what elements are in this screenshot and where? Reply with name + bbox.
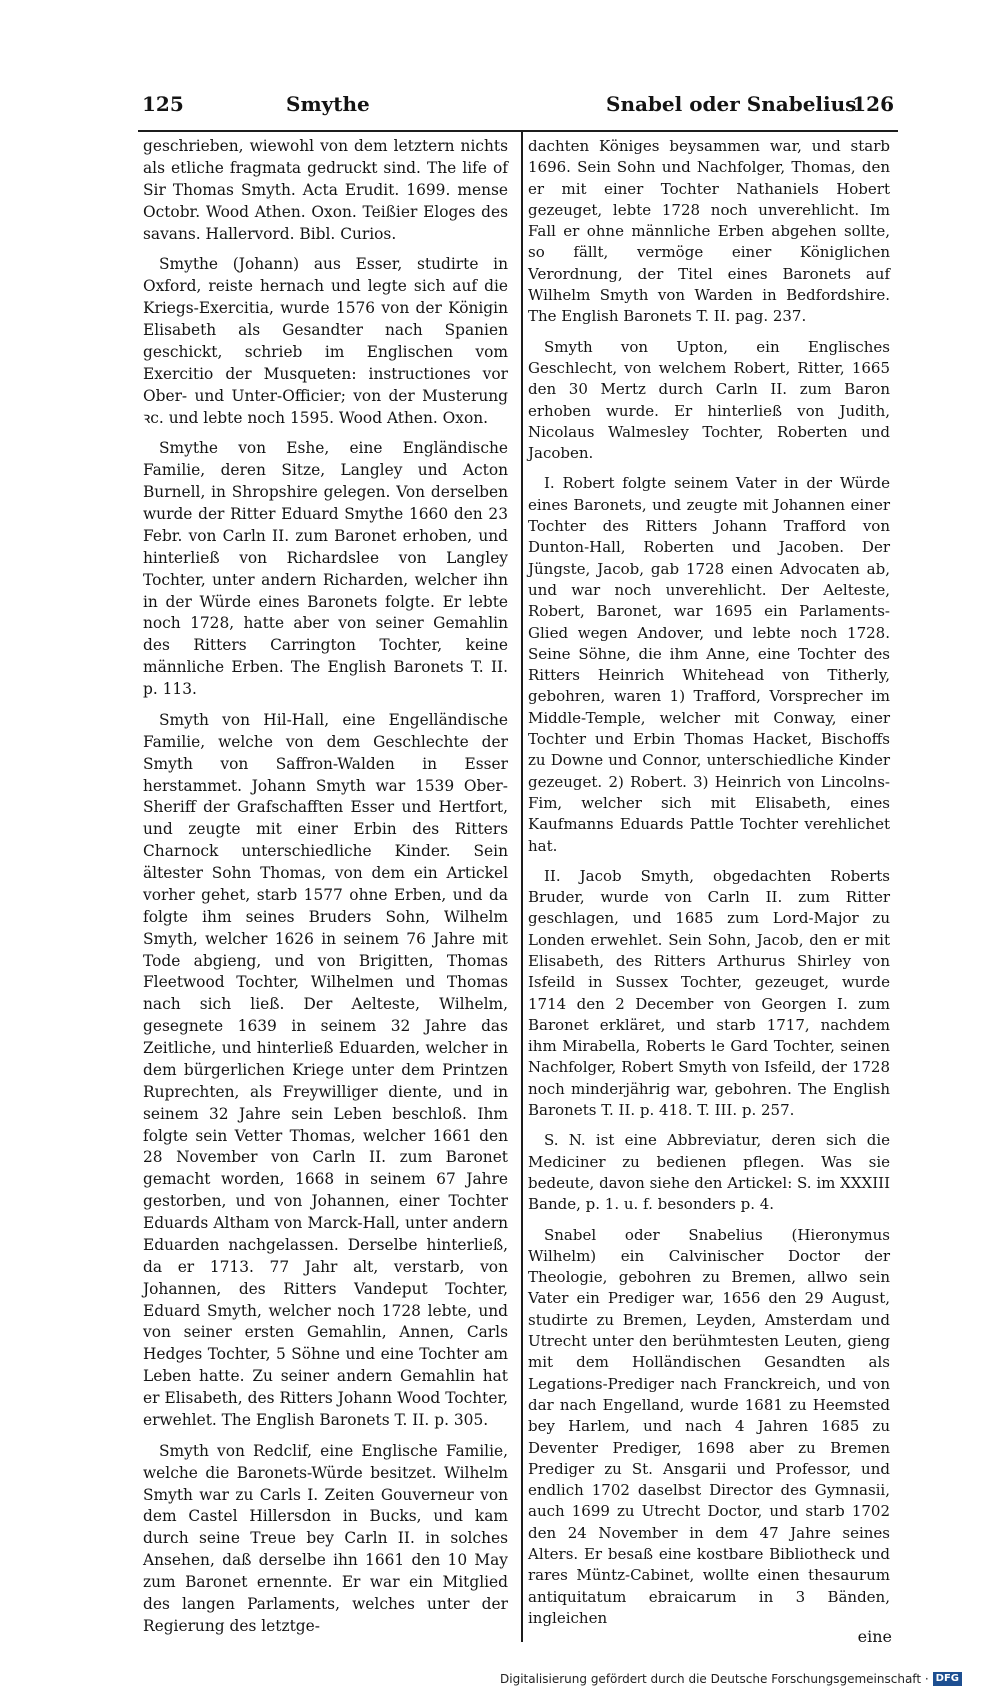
entry-smyth-von-upton: Smyth von Upton, ein Englisches Geschlecht, von welchem Robert, Ritter, 1665 den 30 Mertz durch Carln II. zum Baron erhoben wurde. Er hinterließ von Judith, Nicolaus Walmesley Tochter, Roberten und Jacoben. xyxy=(528,337,890,463)
entry-s-n: S. N. ist eine Abbreviatur, deren sich die Mediciner zu bedienen pflegen. Was sie bedeute, davon siehe den Artickel: S. im XXXIII Bande, p. 1. u. f. besonders p. 4. xyxy=(528,1131,890,1214)
running-head-right: Snabel oder Snabelius xyxy=(606,92,857,116)
entry-jacob-smyth-ii: II. Jacob Smyth, obgedachten Roberts Bruder, wurde von Carln II. zum Ritter geschlagen, und 1685 zum Lord-Major zu Londen erwehlet. Sein Sohn, Jacob, den er mit Elisabeth, des Ritters Arthurus Shirley von Isfeild in Sussex Tochter, gezeuget, wurde 1714 den 2 December von Georgen I. zum Baronet erkläret, und starb 1717, nachdem ihm Mirabella, Roberts le Gard Tochter, seinen Nachfolger, Robert Smyth von Isfeild, der 1728 noch minderjährig war, gebohren. The English Baronets T. II. p. 418. T. III. p. 257. xyxy=(528,866,890,1120)
header-rule xyxy=(138,130,898,132)
digitization-footer xyxy=(500,1672,962,1686)
entry-smythe-von-eshe: Smythe von Eshe, eine Engländische Familie, deren Sitze, Langley und Acton Burnell, in Shropshire gelegen. Von derselben wurde der Ritter Eduard Smythe 1660 den 23 Febr. von Carln II. zum Baronet erhoben, und hinterließ von Richardslee von Langley Tochter, unter andern Richarden, welcher ihn in der Würde eines Baronets folgte. Er lebte noch 1728, hatte aber von seiner Gemahlin des Ritters Carrington Tochter, keine männliche Erben. The English Baronets T. II. p. 113. xyxy=(143,439,508,698)
page-number-left: 125 xyxy=(142,92,184,116)
running-head-left: Smythe xyxy=(286,92,370,116)
right-column xyxy=(528,136,890,1629)
entry-smyth-von-redclif: Smyth von Redclif, eine Englische Familie, welche die Baronets-Würde besitzet. Wilhelm Smyth war zu Carls I. Zeiten Gouverneur von dem Castel Hillersdon in Bucks, und kam durch seine Treue bey Carln II. in solches Ansehen, daß derselbe ihn 1661 den 10 May zum Baronet ernennte. Er war ein Mitglied des langen Parlaments, welches unter der Regierung des letztge- xyxy=(143,1441,508,1635)
footer-text: Digitalisierung gefördert durch die Deutsche Forschungsgemeinschaft · xyxy=(500,1672,929,1686)
entry-smyth-von-hil-hall: Smyth von Hil-Hall, eine Engelländische Familie, welche von dem Geschlechte der Smyth von Saffron-Walden in Esser herstammet. Johann Smyth war 1539 Ober-Sheriff der Grafschafften Esser und Hertfort, und zeugte mit einer Erbin des Ritters Charnock unterschiedliche Kinder. Sein ältester Sohn Thomas, von dem ein Artickel vorher gehet, starb 1577 ohne Erben, und da folgte ihm seines Bruders Sohn, Wilhelm Smyth, welcher 1626 in seinem 76 Jahre mit Tode abgieng, und von Brigitten, Thomas Fleetwood Tochter, Wilhelmen und Thomas nach sich ließ. Der Aelteste, Wilhelm, gesegnete 1639 in seinem 32 Jahre das Zeitliche, und hinterließ Eduarden, welcher in dem bürgerlichen Kriege unter dem Printzen Ruprechten, als Freywilliger diente, und in seinem 32 Jahre sein Leben beschloß. Ihm folgte sein Vetter Thomas, welcher 1661 den 28 November von Carln II. zum Baronet gemacht worden, 1668 in seinem 67 Jahre gestorben, und von Johannen, einer Tochter Eduards Altham von Marck-Hall, unter andern Eduarden nachgelassen. Derselbe hinterließ, da er 1713. 77 Jahr alt, verstarb, von Johannen, des Ritters Vandeput Tochter, Eduard Smyth, welcher noch 1728 lebte, und von seiner ersten Gemahlin, Annen, Carls Hedges Tochter, 5 Söhne und eine Tochter am Leben hatte. Zu seiner andern Gemahlin hat er Elisabeth, des Ritters Johann Wood Tochter, erwehlet. The English Baronets T. II. p. 305. xyxy=(143,710,508,1429)
dfg-logo: DFG xyxy=(933,1672,962,1686)
running-header xyxy=(138,92,898,128)
entry-robert-i: I. Robert folgte seinem Vater in der Würde eines Baronets, und zeugte mit Johannen einer Tochter des Ritters Johann Trafford von Dunton-Hall, Roberten und Jacoben. Der Jüngste, Jacob, gab 1728 einen Advocaten ab, und war noch unverehlicht. Der Aelteste, Robert, Baronet, war 1695 ein Parlaments-Glied wegen Andover, und lebte noch 1728. Seine Söhne, die ihm Anne, eine Tochter des Ritters Heinrich Whitehead von Titherly, gebohren, waren 1) Trafford, Vorsprecher im Middle-Temple, welcher mit Conway, einer Tochter und Erbin Thomas Hacket, Bischoffs zu Downe und Connor, unterschiedliche Kinder gezeuget. 2) Robert. 3) Heinrich von Lincolns-Fim, welcher sich mit Elisabeth, eines Kaufmanns Eduards Pattle Tochter verehlichet hat. xyxy=(528,474,890,855)
page-number-right: 126 xyxy=(852,92,894,116)
entry-smythe-johann: Smythe (Johann) aus Esser, studirte in Oxford, reiste hernach und legte sich auf die Kriegs-Exercitia, wurde 1576 von der Königin Elisabeth als Gesandter nach Spanien geschickt, schrieb im Englischen vom Exercitio der Musqueten: instructiones vor Ober- und Unter-Officier; von der Musterung ꝛc. und lebte noch 1595. Wood Athen. Oxon. xyxy=(143,255,508,427)
left-column xyxy=(143,136,508,1638)
entry-continuation: geschrieben, wiewohl von dem letztern nichts als etliche fragmata gedruckt sind. The life of Sir Thomas Smyth. Acta Erudit. 1699. mense Octobr. Wood Athen. Oxon. Teißier Eloges des savans. Hallervord. Bibl. Curios. xyxy=(143,137,508,243)
entry-snabel: Snabel oder Snabelius (Hieronymus Wilhelm) ein Calvinischer Doctor der Theologie, gebohren zu Bremen, allwo sein Vater ein Prediger war, 1656 den 29 August, studirte zu Bremen, Leyden, Amsterdam und Utrecht unter den berühmtesten Leuten, gieng mit dem Holländischen Gesandten als Legations-Prediger nach Franckreich, und von dar nach Engelland, wurde 1681 zu Heemsted bey Harlem, und nach 4 Jahren 1685 zu Deventer Prediger, 1698 aber zu Bremen Prediger zu St. Ansgarii und Professor, und endlich 1702 daselbst Director des Gymnasii, auch 1699 zu Utrecht Doctor, und starb 1702 den 24 November in dem 47 Jahre seines Alters. Er besaß eine kostbare Bibliotheck und rares Müntz-Cabinet, wollte einen thesaurum antiquitatum ebraicarum in 3 Bänden, ingleichen xyxy=(528,1225,890,1627)
entry-continuation-right: dachten Königes beysammen war, und starb 1696. Sein Sohn und Nachfolger, Thomas, den er mit einer Tochter Nathaniels Hobert gezeuget, lebte 1728 noch unverehlicht. Im Fall er ohne männliche Erben abgehen sollte, so fällt, vermöge einer Königlichen Verordnung, der Titel eines Baronets auf Wilhelm Smyth von Warden in Bedfordshire. The English Baronets T. II. pag. 237. xyxy=(528,137,890,326)
column-divider xyxy=(521,132,523,1642)
catchword: eine xyxy=(857,1627,892,1646)
